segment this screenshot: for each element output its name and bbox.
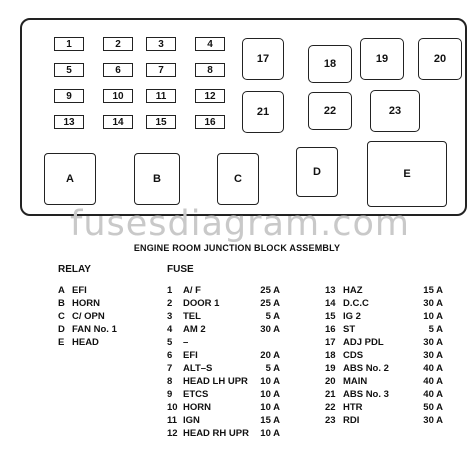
fuse-slot-19: 19: [360, 38, 404, 80]
fuse-name: HEAD RH UPR: [183, 428, 249, 439]
fuse-legend-row: [167, 311, 280, 323]
fuse-amperage: 20 A: [260, 350, 280, 361]
fuse-amperage: 15 A: [260, 415, 280, 426]
fuse-amperage: 5 A: [428, 324, 443, 335]
fuse-legend-row: [167, 350, 280, 362]
relay-slot-c: C: [217, 153, 259, 205]
relay-id: A: [58, 285, 65, 296]
fuse-legend-row: [325, 376, 443, 388]
fuse-amperage: 10 A: [260, 389, 280, 400]
fuse-number: 16: [325, 324, 336, 335]
fuse-number: 13: [325, 285, 336, 296]
fuse-slot-13: 13: [54, 115, 84, 129]
fuse-name: IGN: [183, 415, 200, 426]
fuse-slot-15: 15: [146, 115, 176, 129]
fuse-legend-row: [325, 324, 443, 336]
fuse-name: HAZ: [343, 285, 363, 296]
fuse-legend-row: [167, 402, 280, 414]
fuse-amperage: 30 A: [423, 298, 443, 309]
fuse-number: 9: [167, 389, 173, 400]
relay-legend-row: [58, 324, 158, 336]
fuse-legend-row: [325, 415, 443, 427]
fuse-legend-row: [167, 415, 280, 427]
fuse-amperage: 15 A: [423, 285, 443, 296]
fuse-name: D.C.C: [343, 298, 369, 309]
fuse-slot-20: 20: [418, 38, 462, 80]
fuse-slot-6: 6: [103, 63, 133, 77]
fuse-legend-row: [325, 363, 443, 375]
fuse-name: HEAD LH UPR: [183, 376, 248, 387]
fuse-name: CDS: [343, 350, 364, 361]
fuse-slot-3: 3: [146, 37, 176, 51]
relay-id: C: [58, 311, 65, 322]
fuse-legend-row: [325, 350, 443, 362]
fuse-number: 19: [325, 363, 336, 374]
fuse-slot-9: 9: [54, 89, 84, 103]
fuse-amperage: 25 A: [260, 285, 280, 296]
fuse-amperage: 30 A: [423, 337, 443, 348]
fuse-legend-row: [325, 311, 443, 323]
fuse-number: 17: [325, 337, 336, 348]
fuse-legend-row: [167, 337, 280, 349]
fuse-number: 4: [167, 324, 173, 335]
fuse-name: IG 2: [343, 311, 361, 322]
fuse-amperage: 10 A: [423, 311, 443, 322]
relay-legend-row: [58, 285, 158, 297]
fuse-number: 2: [167, 298, 173, 309]
fuse-slot-14: 14: [103, 115, 133, 129]
fuse-amperage: 10 A: [260, 376, 280, 387]
fuse-slot-10: 10: [103, 89, 133, 103]
fuse-number: 18: [325, 350, 336, 361]
relay-id: E: [58, 337, 65, 348]
fuse-number: 22: [325, 402, 336, 413]
relay-slot-e: E: [367, 141, 447, 207]
fuse-amperage: 30 A: [423, 350, 443, 361]
fuse-name: ADJ PDL: [343, 337, 384, 348]
fuse-number: 14: [325, 298, 336, 309]
fuse-name: MAIN: [343, 376, 368, 387]
fuse-legend-row: [325, 285, 443, 297]
fuse-legend-row: [167, 285, 280, 297]
fuse-legend-row: [325, 298, 443, 310]
fuse-slot-4: 4: [195, 37, 225, 51]
fuse-name: ALT–S: [183, 363, 213, 374]
fuse-number: 15: [325, 311, 336, 322]
fuse-number: 20: [325, 376, 336, 387]
fuse-name: AM 2: [183, 324, 206, 335]
relay-legend-row: [58, 337, 158, 349]
fuse-header: FUSE: [167, 264, 194, 275]
fuse-name: RDI: [343, 415, 360, 426]
relay-slot-b: B: [134, 153, 180, 205]
fuse-amperage: 30 A: [423, 415, 443, 426]
fuse-amperage: 5 A: [265, 311, 280, 322]
fuse-amperage: 10 A: [260, 402, 280, 413]
fuse-amperage: 5 A: [265, 363, 280, 374]
fuse-legend-row: [167, 298, 280, 310]
fuse-slot-17: 17: [242, 38, 284, 80]
fuse-name: –: [183, 337, 189, 348]
fuse-slot-1: 1: [54, 37, 84, 51]
fuse-name: HORN: [183, 402, 211, 413]
fuse-name: A/ F: [183, 285, 201, 296]
relay-name: C/ OPN: [72, 311, 105, 322]
fuse-amperage: 30 A: [260, 324, 280, 335]
fuse-name: EFI: [183, 350, 198, 361]
fuse-legend-row: [167, 428, 280, 440]
fuse-number: 10: [167, 402, 178, 413]
fuse-amperage: 50 A: [423, 402, 443, 413]
fuse-name: DOOR 1: [183, 298, 220, 309]
fuse-legend-row: [167, 376, 280, 388]
relay-legend-row: [58, 298, 158, 310]
fuse-slot-21: 21: [242, 91, 284, 133]
fuse-name: ETCS: [183, 389, 209, 400]
fuse-name: HTR: [343, 402, 363, 413]
relay-id: B: [58, 298, 65, 309]
fuse-number: 5: [167, 337, 173, 348]
fuse-slot-11: 11: [146, 89, 176, 103]
fuse-number: 3: [167, 311, 173, 322]
fuse-slot-18: 18: [308, 45, 352, 83]
relay-name: HEAD: [72, 337, 99, 348]
fuse-slot-16: 16: [195, 115, 225, 129]
fuse-slot-2: 2: [103, 37, 133, 51]
fuse-slot-8: 8: [195, 63, 225, 77]
fuse-amperage: 40 A: [423, 376, 443, 387]
fuse-slot-22: 22: [308, 92, 352, 130]
relay-name: FAN No. 1: [72, 324, 117, 335]
fuse-amperage: 10 A: [260, 428, 280, 439]
fuse-legend-row: [325, 402, 443, 414]
relay-legend-row: [58, 311, 158, 323]
fuse-name: ST: [343, 324, 356, 335]
fuse-number: 12: [167, 428, 178, 439]
fuse-name: ABS No. 3: [343, 389, 389, 400]
relay-header: RELAY: [58, 264, 91, 275]
relay-slot-d: D: [296, 147, 338, 197]
diagram-caption: ENGINE ROOM JUNCTION BLOCK ASSEMBLY: [133, 243, 341, 253]
fuse-legend-row: [167, 324, 280, 336]
watermark: fusesdiagram.com: [70, 204, 410, 244]
fuse-amperage: 25 A: [260, 298, 280, 309]
fuse-number: 7: [167, 363, 173, 374]
relay-slot-a: A: [44, 153, 96, 205]
fuse-amperage: 40 A: [423, 389, 443, 400]
fuse-legend-row: [167, 389, 280, 401]
fuse-slot-7: 7: [146, 63, 176, 77]
fuse-number: 1: [167, 285, 173, 296]
fuse-number: 8: [167, 376, 173, 387]
fuse-amperage: 40 A: [423, 363, 443, 374]
fuse-legend-row: [325, 337, 443, 349]
fuse-legend-row: [325, 389, 443, 401]
fuse-slot-12: 12: [195, 89, 225, 103]
relay-name: HORN: [72, 298, 100, 309]
fuse-legend-row: [167, 363, 280, 375]
fuse-number: 11: [167, 415, 178, 426]
relay-id: D: [58, 324, 65, 335]
fuse-name: TEL: [183, 311, 201, 322]
fuse-number: 21: [325, 389, 336, 400]
fuse-number: 6: [167, 350, 173, 361]
fuse-name: ABS No. 2: [343, 363, 389, 374]
fuse-slot-23: 23: [370, 90, 420, 132]
fuse-number: 23: [325, 415, 336, 426]
fuse-slot-5: 5: [54, 63, 84, 77]
relay-name: EFI: [72, 285, 87, 296]
